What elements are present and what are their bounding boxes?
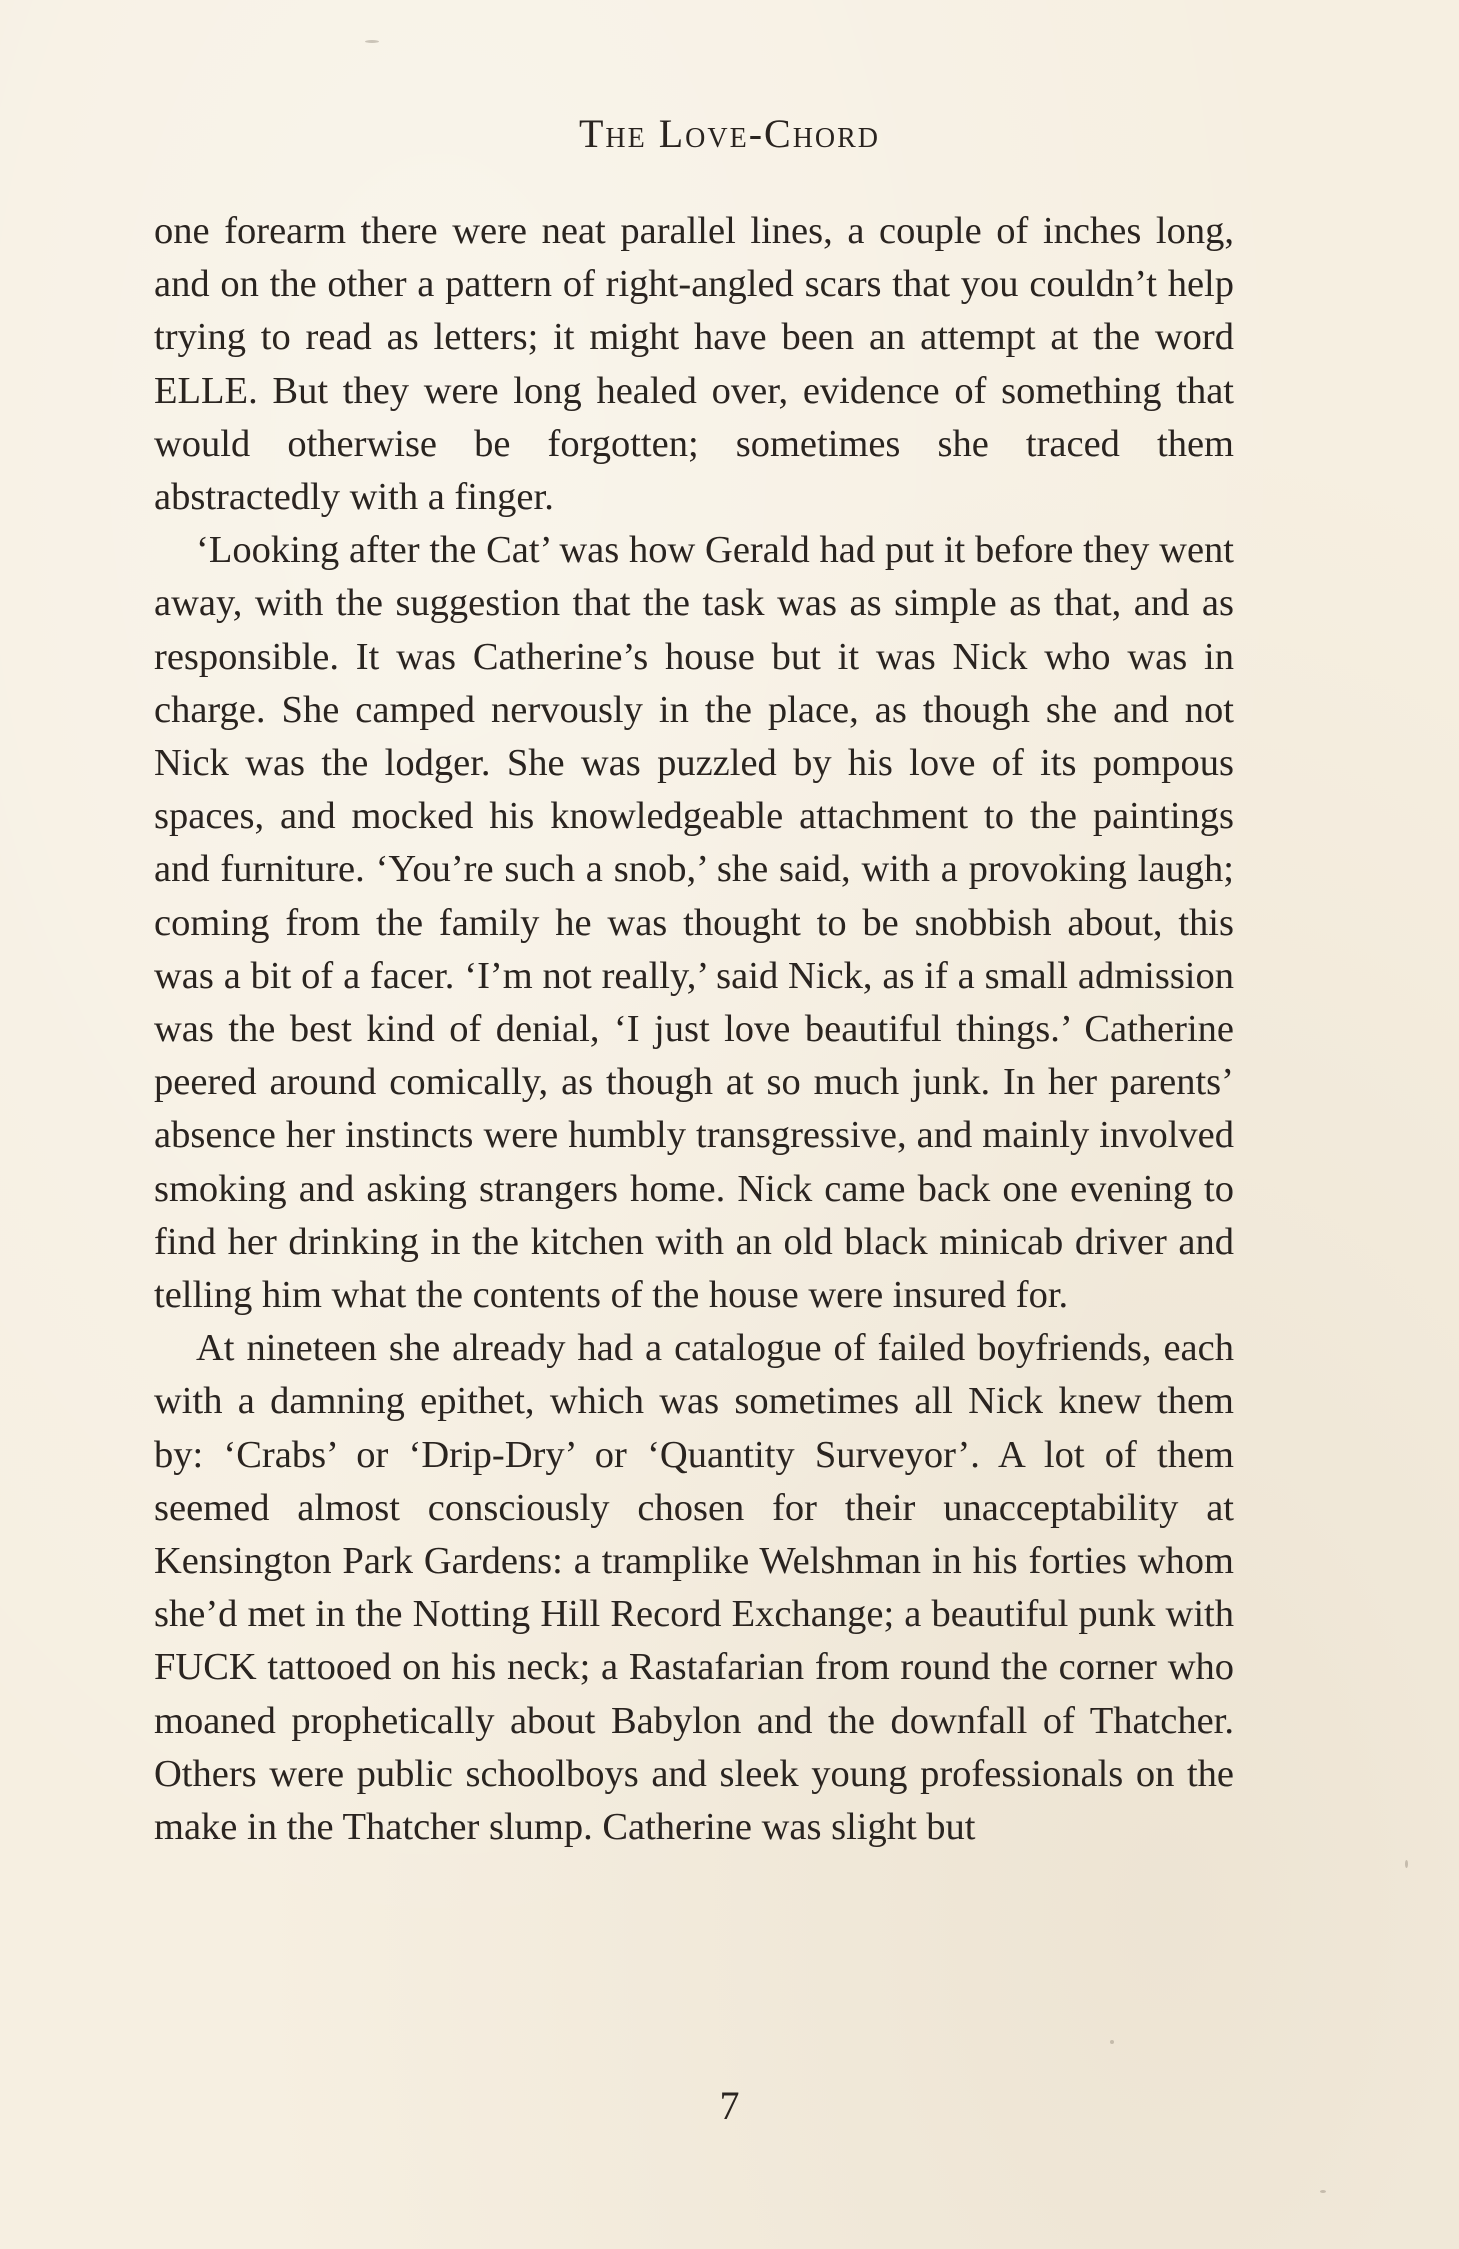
paper-speck bbox=[1405, 1860, 1408, 1868]
paper-speck bbox=[1320, 2190, 1326, 2193]
body-text bbox=[154, 205, 1234, 1854]
paragraph-boyfriends: At nineteen she already had a catalogue of failed boyfriends, each with a damning epithet, which was sometimes all Nick knew them by: ‘Crabs’ or ‘Drip-Dry’ or ‘Quantity Surveyor’. A lot of them seemed almost consciously chosen for their unacceptability at Kensington Park Gardens: a tramplike Welshman in his forties whom she’d met in the Notting Hill Record Exchange; a beautiful punk with FUCK tattooed on his neck; a Rastafarian from round the corner who moaned prophetically about Babylon and the downfall of Thatcher. Others were public schoolboys and sleek young professionals on the make in the Thatcher slump. Catherine was slight but bbox=[154, 1327, 1234, 1849]
paper-speck bbox=[365, 40, 379, 43]
paragraph-looking-after-the-cat: ‘Looking after the Cat’ was how Gerald had put it before they went away, with the suggestion that the task was as simple as that, and as responsible. It was Catherine’s house but it was Nick who was in charge. She camped nervously in the place, as though she and not Nick was the lodger. She was puzzled by his love of its pompous spaces, and mocked his knowledgeable attachment to the paintings and furniture. ‘You’re such a snob,’ she said, with a provoking laugh; coming from the family he was thought to be snobbish about, this was a bit of a facer. ‘I’m not really,’ said Nick, as if a small admission was the best kind of denial, ‘I just love beautiful things.’ Catherine peered around comically, as though at so much junk. In her parents’ absence her instincts were humbly transgressive, and mainly involved smoking and asking strangers home. Nick came back one evening to find her drinking in the kitchen with an old black minicab driver and telling him what the contents of the house were insured for. bbox=[154, 529, 1234, 1317]
running-head: The Love-Chord bbox=[578, 111, 881, 156]
paragraph-continued: one forearm there were neat parallel lines, a couple of inches long, and on the other a pattern of right-angled scars that you couldn’t help trying to read as letters; it might have been an attempt at the word ELLE. But they were long healed over, evidence of something that would otherwise be forgotten; sometimes she traced them abstractedly with a finger. bbox=[154, 210, 1234, 519]
paper-speck bbox=[1110, 2040, 1114, 2044]
page-number: 7 bbox=[719, 2083, 740, 2128]
